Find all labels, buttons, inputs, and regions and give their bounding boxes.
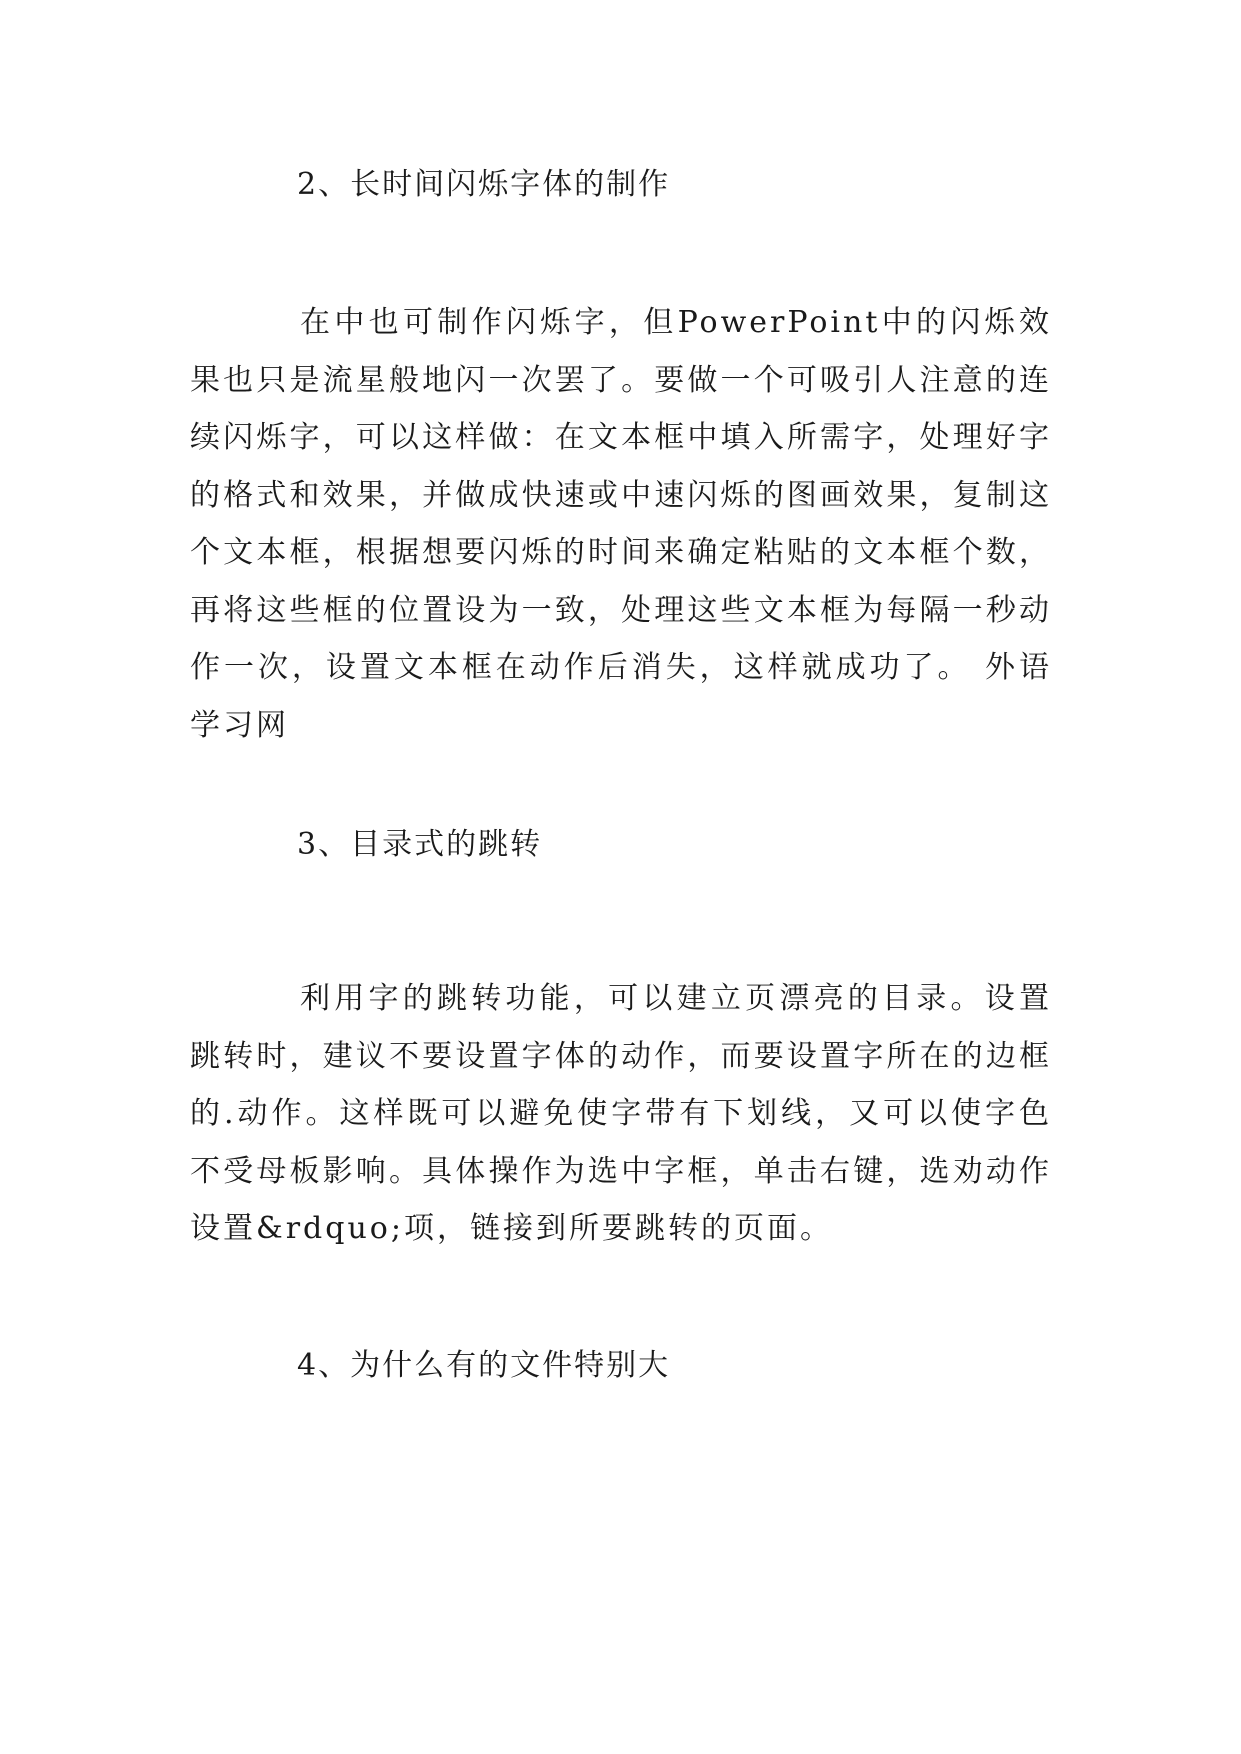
section-heading-4: 4、为什么有的文件特别大 — [297, 1348, 671, 1383]
section-heading-2: 2、长时间闪烁字体的制作 — [297, 167, 671, 202]
section-body-3: 利用字的跳转功能，可以建立页漂亮的目录。设置跳转时，建议不要设置字体的动作，而要设置字所在的边框的.动作。这样既可以避免使字带有下划线，又可以使字色不受母板影响。具体操作为选中字框，单击右键，选劝动作设置&rdquo;项，链接到所要跳转的页面。 — [190, 981, 1052, 1246]
section-body-2: 在中也可制作闪烁字，但PowerPoint中的闪烁效果也只是流星般地闪一次罢了。要做一个可吸引人注意的连续闪烁字，可以这样做：在文本框中填入所需字，处理好字的格式和效果，并做成快速或中速闪烁的图画效果，复制这个文本框，根据想要闪烁的时间来确定粘贴的文本框个数，再将这些框的位置设为一致，处理这些文本框为每隔一秒动作一次，设置文本框在动作后消失，这样就成功了。 外语学习网 — [190, 305, 1052, 743]
section-heading-3: 3、目录式的跳转 — [297, 827, 543, 862]
